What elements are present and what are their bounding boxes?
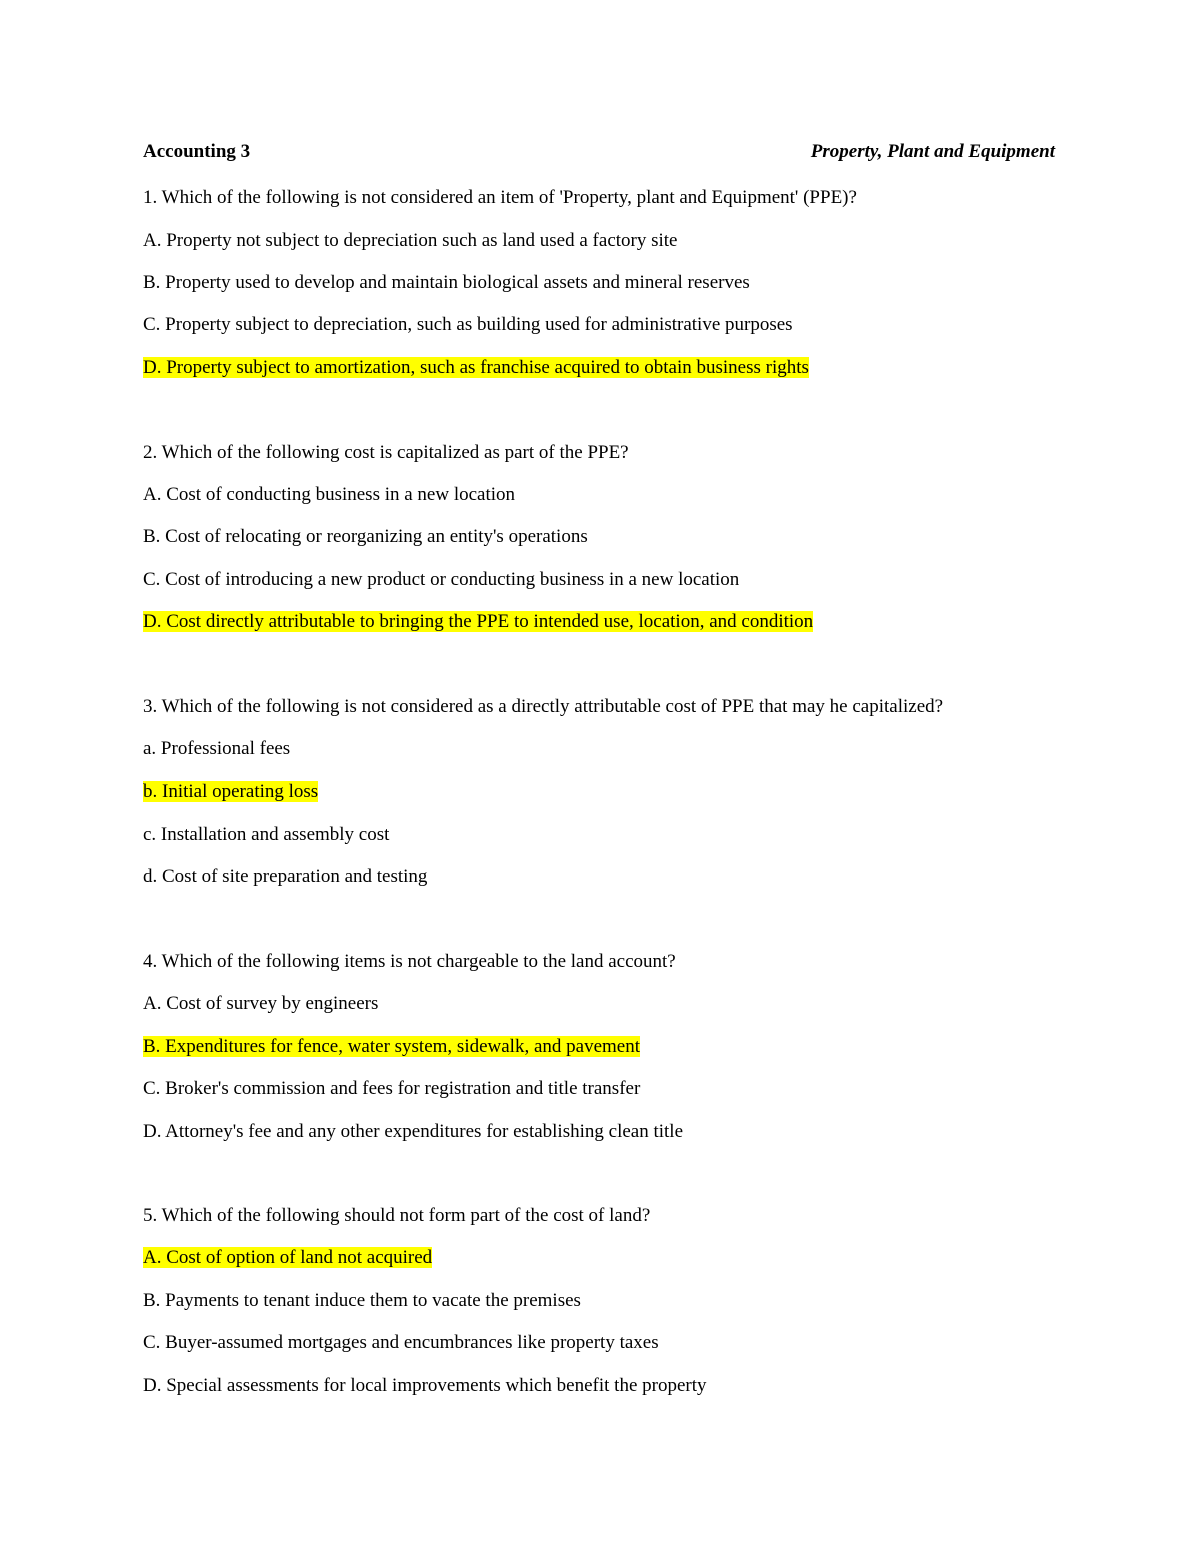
- question-3-text: 3. Which of the following is not considered as a directly attributable cost of PPE that may he capitalized?: [143, 696, 944, 717]
- question-3-option-d: d. Cost of site preparation and testing: [143, 866, 428, 887]
- question-4-text: 4. Which of the following items is not chargeable to the land account?: [143, 951, 676, 972]
- question-1-option-a: A. Property not subject to depreciation such as land used a factory site: [143, 230, 678, 251]
- highlighted-answer: B. Expenditures for fence, water system, sidewalk, and pavement: [143, 1036, 641, 1057]
- question-5-option-b: B. Payments to tenant induce them to vacate the premises: [143, 1290, 581, 1311]
- question-2-text: 2. Which of the following cost is capitalized as part of the PPE?: [143, 442, 629, 463]
- question-3-option-c: c. Installation and assembly cost: [143, 824, 390, 845]
- course-title: Accounting 3: [143, 141, 251, 162]
- highlighted-answer: A. Cost of option of land not acquired: [143, 1247, 433, 1268]
- highlighted-answer: D. Property subject to amortization, such as franchise acquired to obtain business rights: [143, 357, 809, 378]
- question-5-option-a: [143, 1245, 432, 1271]
- question-5-text: 5. Which of the following should not form part of the cost of land?: [143, 1205, 651, 1226]
- question-5-option-d: D. Special assessments for local improvements which benefit the property: [143, 1375, 707, 1396]
- highlighted-answer: D. Cost directly attributable to bringing the PPE to intended use, location, and condition: [143, 611, 814, 632]
- question-2-option-d: [143, 609, 813, 635]
- question-4-option-c: C. Broker's commission and fees for registration and title transfer: [143, 1078, 641, 1099]
- question-2-option-a: A. Cost of conducting business in a new location: [143, 484, 516, 505]
- question-3-option-b: [143, 779, 318, 805]
- question-1-text: 1. Which of the following is not considered an item of 'Property, plant and Equipment' (PPE)?: [143, 187, 857, 208]
- question-1-option-c: C. Property subject to depreciation, such as building used for administrative purposes: [143, 314, 793, 335]
- question-3-option-a: a. Professional fees: [143, 738, 291, 759]
- question-4-option-a: A. Cost of survey by engineers: [143, 993, 379, 1014]
- topic-title: Property, Plant and Equipment: [810, 141, 1055, 162]
- question-5-option-c: C. Buyer-assumed mortgages and encumbrances like property taxes: [143, 1332, 659, 1353]
- document-header: [143, 141, 1055, 169]
- question-1-option-b: B. Property used to develop and maintain biological assets and mineral reserves: [143, 272, 750, 293]
- question-4-option-b: [143, 1034, 640, 1060]
- question-4-option-d: D. Attorney's fee and any other expenditures for establishing clean title: [143, 1121, 684, 1142]
- highlighted-answer: b. Initial operating loss: [143, 781, 319, 802]
- question-2-option-b: B. Cost of relocating or reorganizing an entity's operations: [143, 526, 588, 547]
- question-1-option-d: [143, 355, 809, 381]
- question-2-option-c: C. Cost of introducing a new product or conducting business in a new location: [143, 569, 740, 590]
